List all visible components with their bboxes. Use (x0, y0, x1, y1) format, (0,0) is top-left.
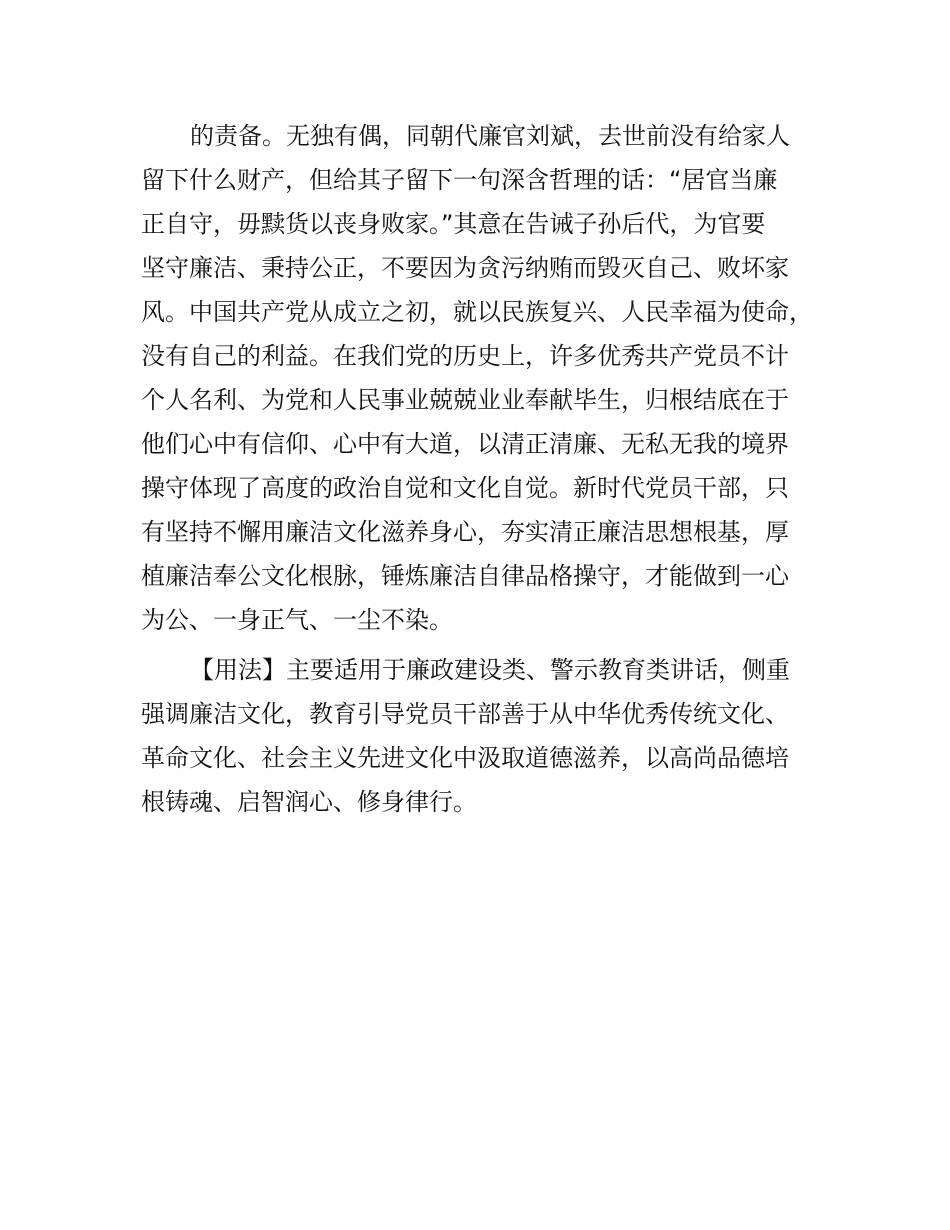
text-line: 他们心中有信仰、心中有大道，以清正清廉、无私无我的境界 (141, 430, 789, 458)
text-line: 留下什么财产，但给其子留下一句深含哲理的话：“居官当廉 (141, 166, 778, 194)
text-line: 强调廉洁文化，教育引导党员干部善于从中华优秀传统文化、 (141, 700, 789, 728)
text-line: 风。中国共产党从成立之初，就以民族复兴、人民幸福为使命， (141, 298, 813, 326)
text-line: 有坚持不懈用廉洁文化滋养身心，夯实清正廉洁思想根基，厚 (141, 518, 789, 546)
text-line: 根铸魂、启智润心、修身律行。 (141, 788, 477, 816)
text-line: 正自守，毋黩货以丧身败家。”其意在告诫子孙后代，为官要 (141, 210, 766, 238)
text-line: 的责备。无独有偶，同朝代廉官刘斌，去世前没有给家人 (190, 122, 790, 150)
text-line: 革命文化、社会主义先进文化中汲取道德滋养，以高尚品德培 (141, 744, 789, 772)
text-line: 为公、一身正气、一尘不染。 (141, 606, 453, 634)
text-line: 没有自己的利益。在我们党的历史上，许多优秀共产党员不计 (141, 342, 789, 370)
text-line: 植廉洁奉公文化根脉，锤炼廉洁自律品格操守，才能做到一心 (141, 562, 789, 590)
text-line: 【用法】主要适用于廉政建设类、警示教育类讲话，侧重 (190, 656, 790, 684)
text-line: 坚守廉洁、秉持公正，不要因为贪污纳贿而毁灭自己、败坏家 (141, 254, 789, 282)
text-line: 个人名利、为党和人民事业兢兢业业奉献毕生，归根结底在于 (141, 386, 789, 414)
text-line: 操守体现了高度的政治自觉和文化自觉。新时代党员干部，只 (141, 474, 789, 502)
